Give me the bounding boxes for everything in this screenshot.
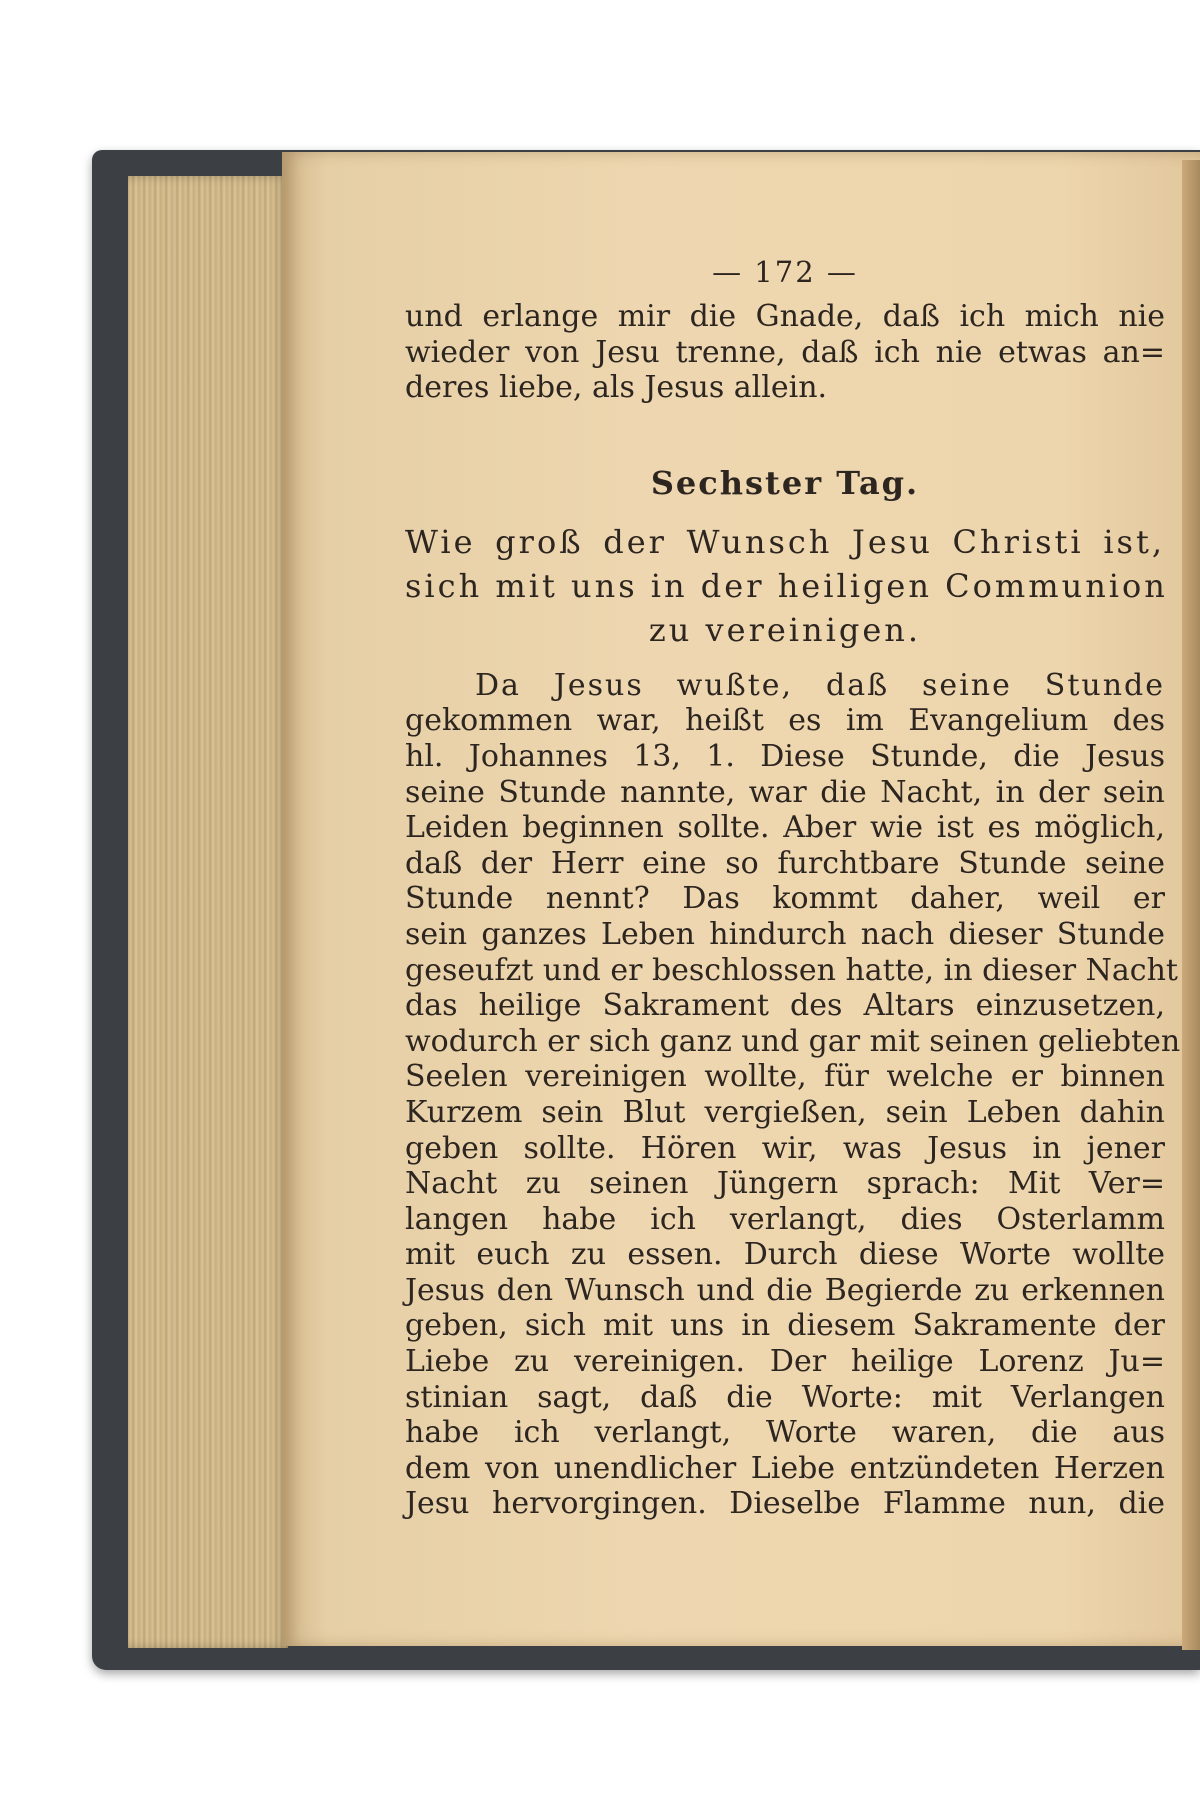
text-line: Jesus den Wunsch und die Begierde zu erkennen xyxy=(405,1272,1165,1308)
text-line: hl. Johannes 13, 1. Diese Stunde, die Jesus xyxy=(405,738,1165,774)
text-line: daß der Herr eine so furchtbare Stunde seine xyxy=(405,845,1165,881)
text-line: habe ich verlangt, Worte waren, die aus xyxy=(405,1415,1165,1451)
text-line: sein ganzes Leben hindurch nach dieser Stunde xyxy=(405,916,1165,952)
subheading-line: Wie groß der Wunsch Jesu Christi ist, xyxy=(405,522,1165,561)
text-line: seine Stunde nannte, war die Nacht, in der sein xyxy=(405,774,1165,810)
text-line: Seelen vereinigen wollte, für welche er binnen xyxy=(405,1059,1165,1095)
text-line: Stunde nennt? Das kommt daher, weil er xyxy=(405,881,1165,917)
text-line: Leiden beginnen sollte. Aber wie ist es möglich, xyxy=(405,810,1165,846)
text-line: das heilige Sakrament des Altars einzusetzen, xyxy=(405,988,1165,1024)
page-text xyxy=(405,255,1181,1522)
section-heading: Sechster Tag. xyxy=(650,463,920,502)
section-subheading xyxy=(405,520,1168,652)
text-line: und erlange mir die Gnade, daß ich mich nie xyxy=(405,299,1165,334)
text-line: Liebe zu vereinigen. Der heilige Lorenz Ju= xyxy=(405,1344,1165,1380)
subheading-line: sich mit uns in der heiligen Communion xyxy=(405,566,1168,605)
text-line: geseufzt und er beschlossen hatte, in dieser Nacht xyxy=(405,952,1178,988)
page-number: — 172 — xyxy=(712,255,858,289)
intro-paragraph xyxy=(405,299,1165,406)
text-line: langen habe ich verlangt, dies Osterlamm xyxy=(405,1201,1165,1237)
text-line: stinian sagt, daß die Worte: mit Verlangen xyxy=(405,1379,1165,1415)
text-line: mit euch zu essen. Durch diese Worte wollte xyxy=(405,1237,1165,1273)
text-line: deres liebe, als Jesus allein. xyxy=(405,370,828,406)
text-line: Da Jesus wußte, daß seine Stunde xyxy=(475,667,1165,703)
text-line: Nacht zu seinen Jüngern sprach: Mit Ver= xyxy=(405,1166,1165,1202)
subheading-line: zu vereinigen. xyxy=(648,610,922,649)
text-line: geben sollte. Hören wir, was Jesus in jener xyxy=(405,1130,1165,1166)
text-line: Jesu hervorgingen. Dieselbe Flamme nun, die xyxy=(405,1486,1165,1522)
text-line: wodurch er sich ganz und gar mit seinen geliebten xyxy=(405,1023,1181,1059)
text-line: geben, sich mit uns in diesem Sakramente der xyxy=(405,1308,1165,1344)
next-page-edge xyxy=(1182,160,1200,1650)
text-line: gekommen war, heißt es im Evangelium des xyxy=(405,703,1165,739)
text-line: dem von unendlicher Liebe entzündeten Herzen xyxy=(405,1450,1165,1486)
text-line: Kurzem sein Blut vergießen, sein Leben dahin xyxy=(405,1094,1165,1130)
page-edges xyxy=(128,176,288,1648)
body-paragraph xyxy=(405,667,1181,1522)
text-line: wieder von Jesu trenne, daß ich nie etwas an= xyxy=(405,334,1165,370)
